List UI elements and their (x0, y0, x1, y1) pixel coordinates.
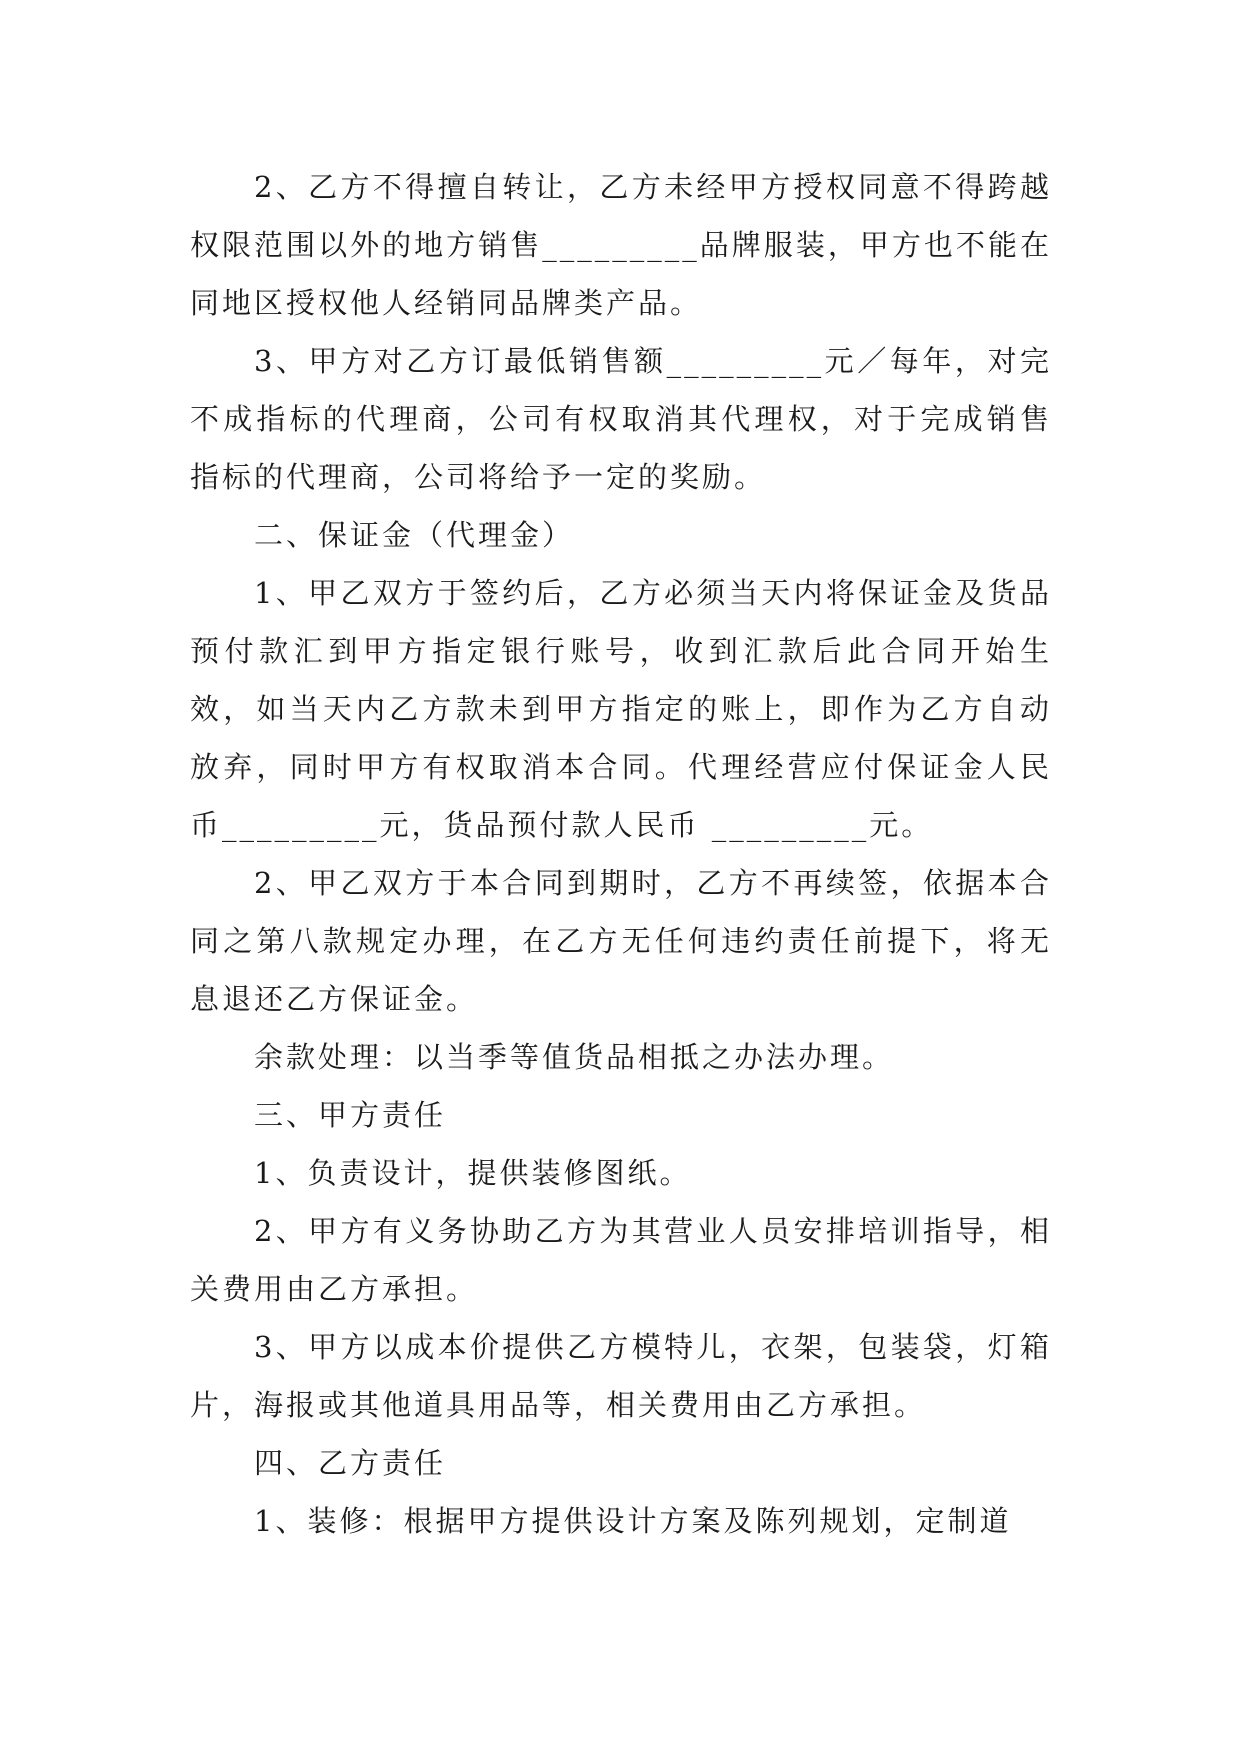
clause-paragraph: 1、负责设计，提供装修图纸。 (254, 1156, 692, 1190)
section-heading: 三、甲方责任 (254, 1098, 447, 1132)
section-heading: 四、乙方责任 (254, 1446, 447, 1480)
clause-paragraph: 1、装修：根据甲方提供设计方案及陈列规划，定制道 (254, 1504, 1012, 1538)
clause-paragraph: 2、甲方有义务协助乙方为其营业人员安排培训指导，相关费用由乙方承担。 (190, 1214, 1052, 1306)
section-heading: 二、保证金（代理金） (254, 518, 575, 552)
clause-paragraph: 3、甲方以成本价提供乙方模特儿，衣架，包装袋，灯箱片，海报或其他道具用品等，相关费用由乙方承担。 (190, 1330, 1052, 1422)
clause-paragraph: 余款处理：以当季等值货品相抵之办法办理。 (254, 1040, 895, 1074)
clause-paragraph: 1、甲乙双方于签约后，乙方必须当天内将保证金及货品预付款汇到甲方指定银行账号，收到汇款后此合同开始生效，如当天内乙方款未到甲方指定的账上，即作为乙方自动放弃，同时甲方有权取消本合同。代理经营应付保证金人民币_________元，货品预付款人民币 _________元。 (190, 576, 1052, 842)
document-body (190, 158, 1052, 1550)
clause-paragraph: 2、甲乙双方于本合同到期时，乙方不再续签，依据本合同之第八款规定办理，在乙方无任何违约责任前提下，将无息退还乙方保证金。 (190, 866, 1052, 1016)
clause-paragraph: 2、乙方不得擅自转让，乙方未经甲方授权同意不得跨越权限范围以外的地方销售_________品牌服装，甲方也不能在同地区授权他人经销同品牌类产品。 (190, 170, 1052, 320)
clause-paragraph: 3、甲方对乙方订最低销售额_________元／每年，对完不成指标的代理商，公司有权取消其代理权，对于完成销售指标的代理商，公司将给予一定的奖励。 (190, 344, 1052, 494)
